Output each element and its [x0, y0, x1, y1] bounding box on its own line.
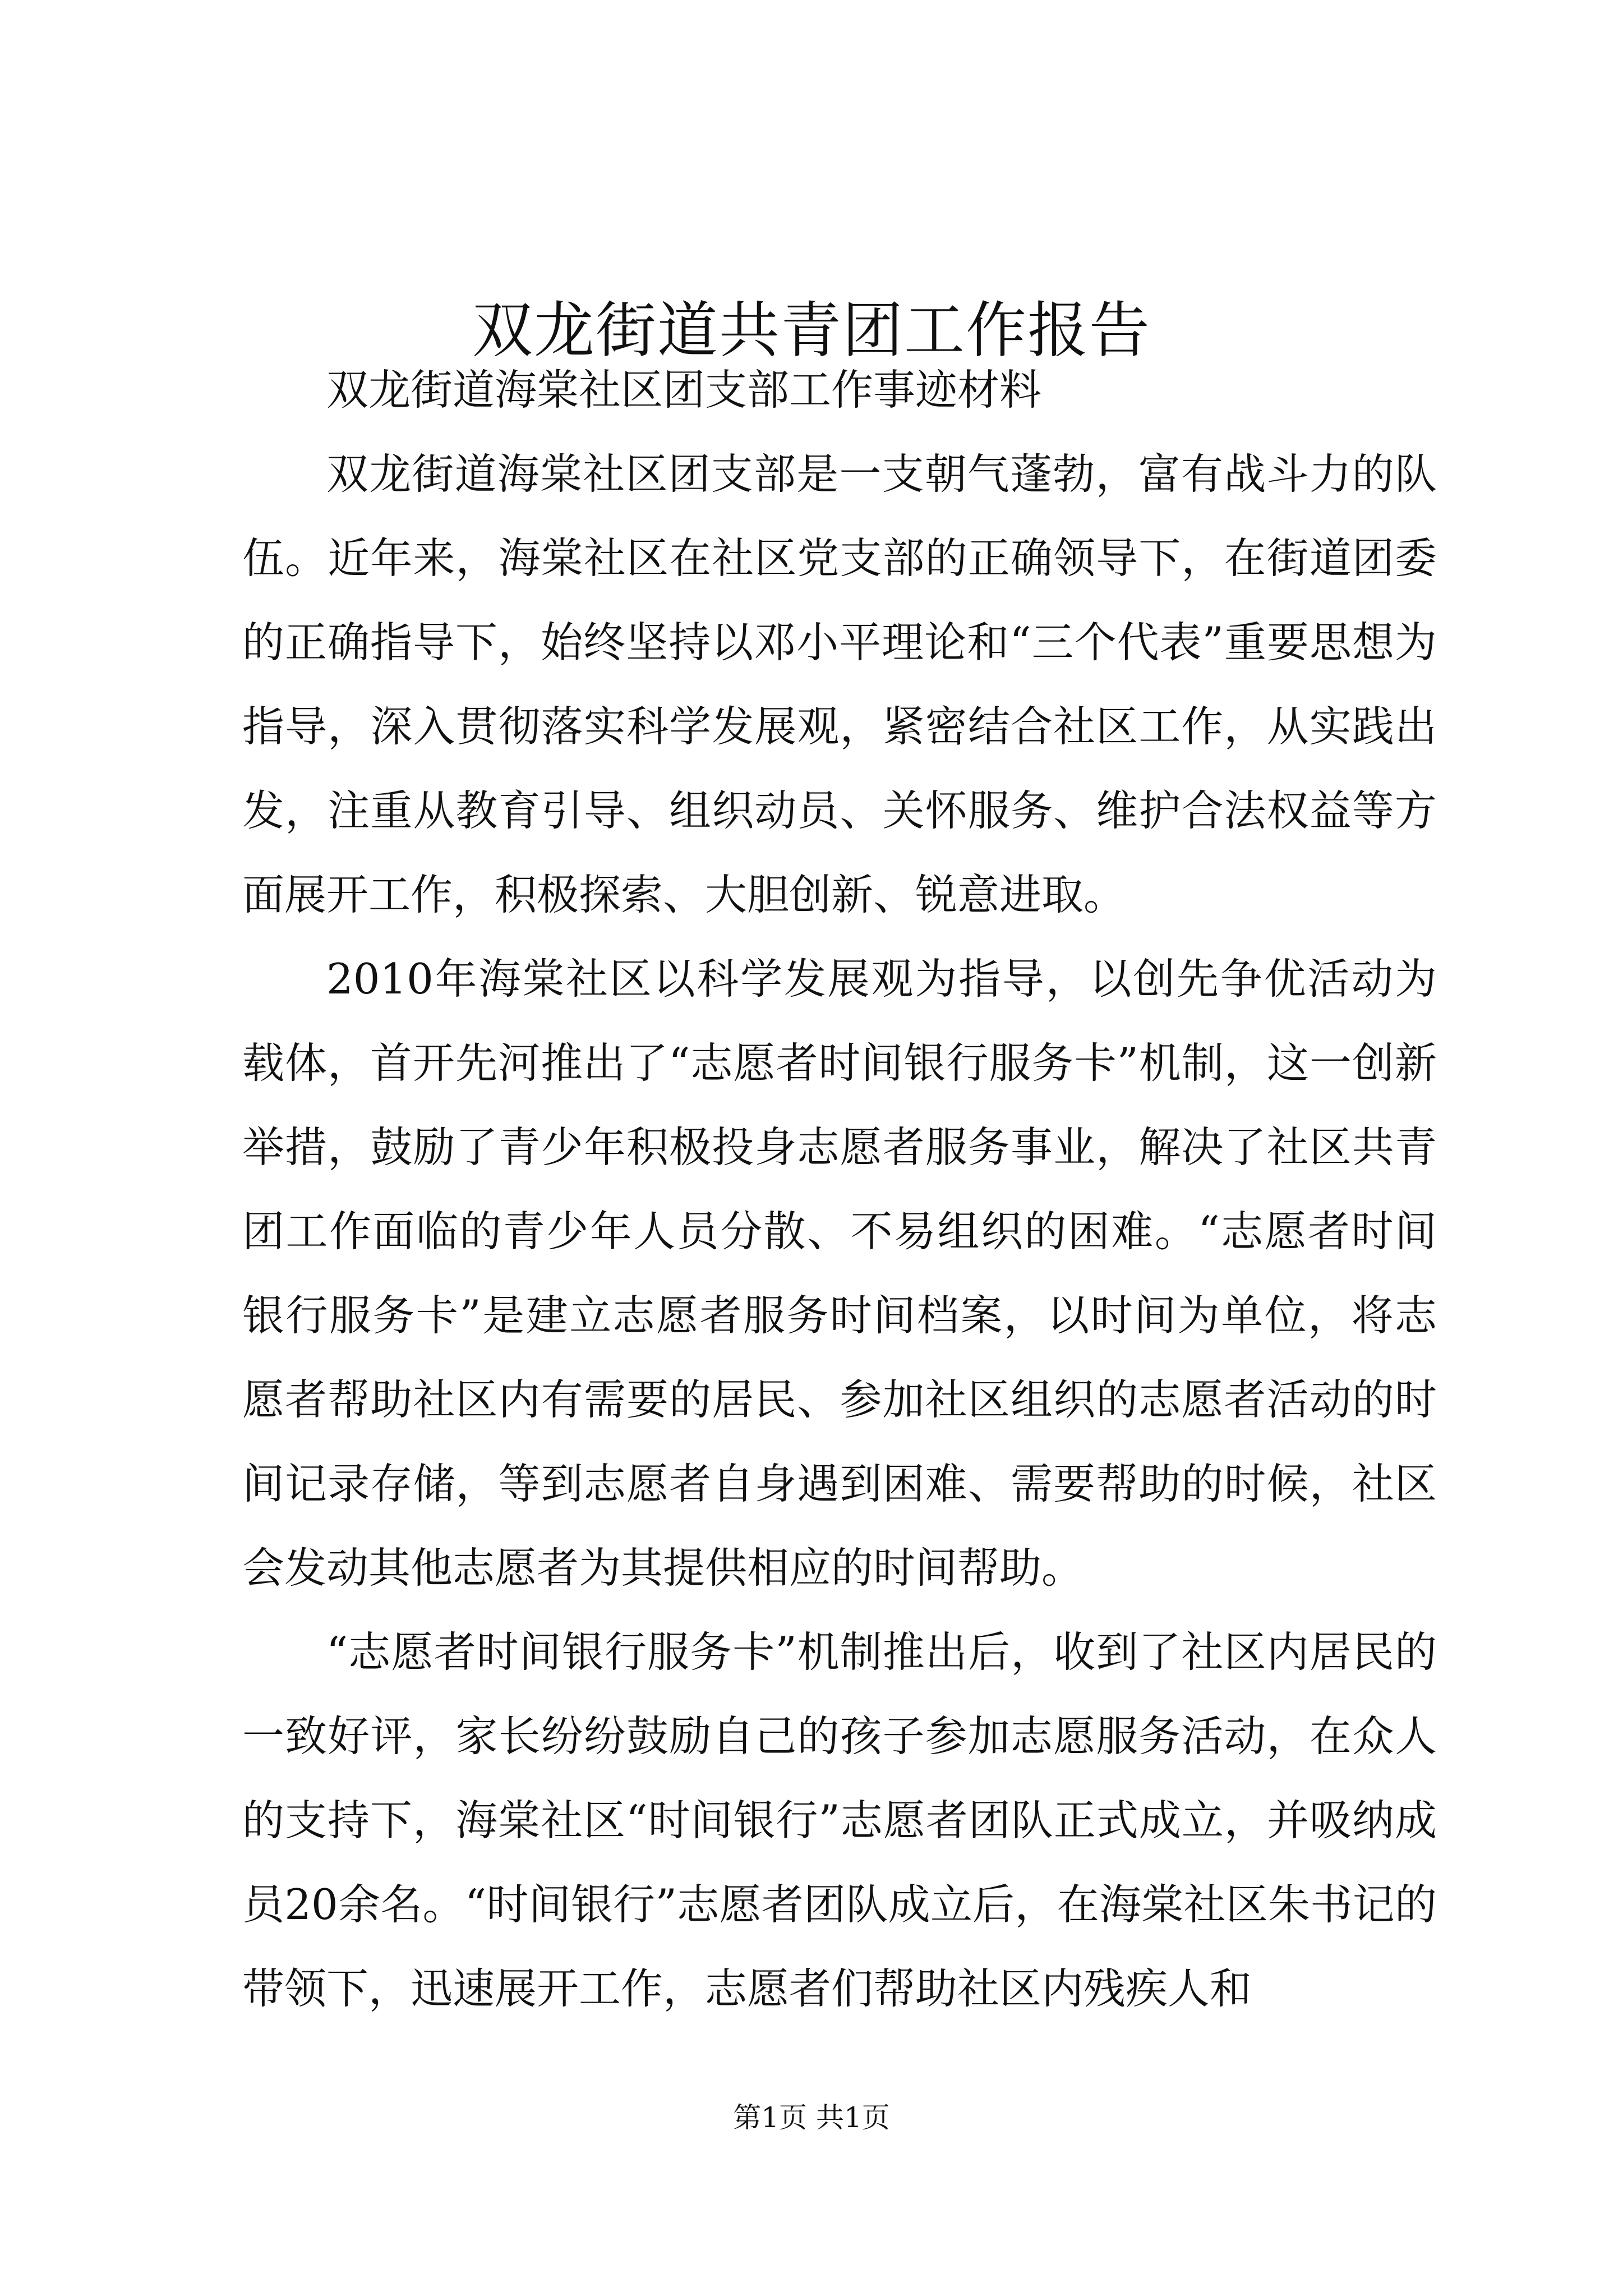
- subtitle-paragraph: 双龙街道海棠社区团支部工作事迹材料: [326, 365, 1042, 415]
- body-paragraph: 2010年海棠社区以科学发展观为指导，以创先争优活动为载体，首开先河推出了“志愿者时间银行服务卡”机制，这一创新举措，鼓励了青少年积极投身志愿者服务事业，解决了社区共青团工作面临的青少年人员分散、不易组织的困难。“志愿者时间银行服务卡”是建立志愿者服务时间档案，以时间为单位，将志愿者帮助社区内有需要的居民、参加社区组织的志愿者活动的时间记录存储，等到志愿者自身遇到困难、需要帮助的时候，社区会发动其他志愿者为其提供相应的时间帮助。: [242, 954, 1437, 1593]
- page-footer: 第1页 共1页: [733, 2101, 890, 2134]
- document-body: [242, 348, 1437, 2031]
- body-paragraph: 双龙街道海棠社区团支部是一支朝气蓬勃，富有战斗力的队伍。近年来，海棠社区在社区党支部的正确领导下，在街道团委的正确指导下，始终坚持以邓小平理论和“三个代表”重要思想为指导，深入贯彻落实科学发展观，紧密结合社区工作，从实践出发，注重从教育引导、组织动员、关怀服务、维护合法权益等方面展开工作，积极探索、大胆创新、锐意进取。: [242, 449, 1437, 919]
- document-title: 双龙街道共青团工作报告: [472, 296, 1151, 366]
- body-paragraph: “志愿者时间银行服务卡”机制推出后，收到了社区内居民的一致好评，家长纷纷鼓励自己的孩子参加志愿服务活动，在众人的支持下，海棠社区“时间银行”志愿者团队正式成立，并吸纳成员20余名。“时间银行”志愿者团队成立后，在海棠社区朱书记的带领下，迅速展开工作，志愿者们帮助社区内残疾人和: [242, 1627, 1437, 2013]
